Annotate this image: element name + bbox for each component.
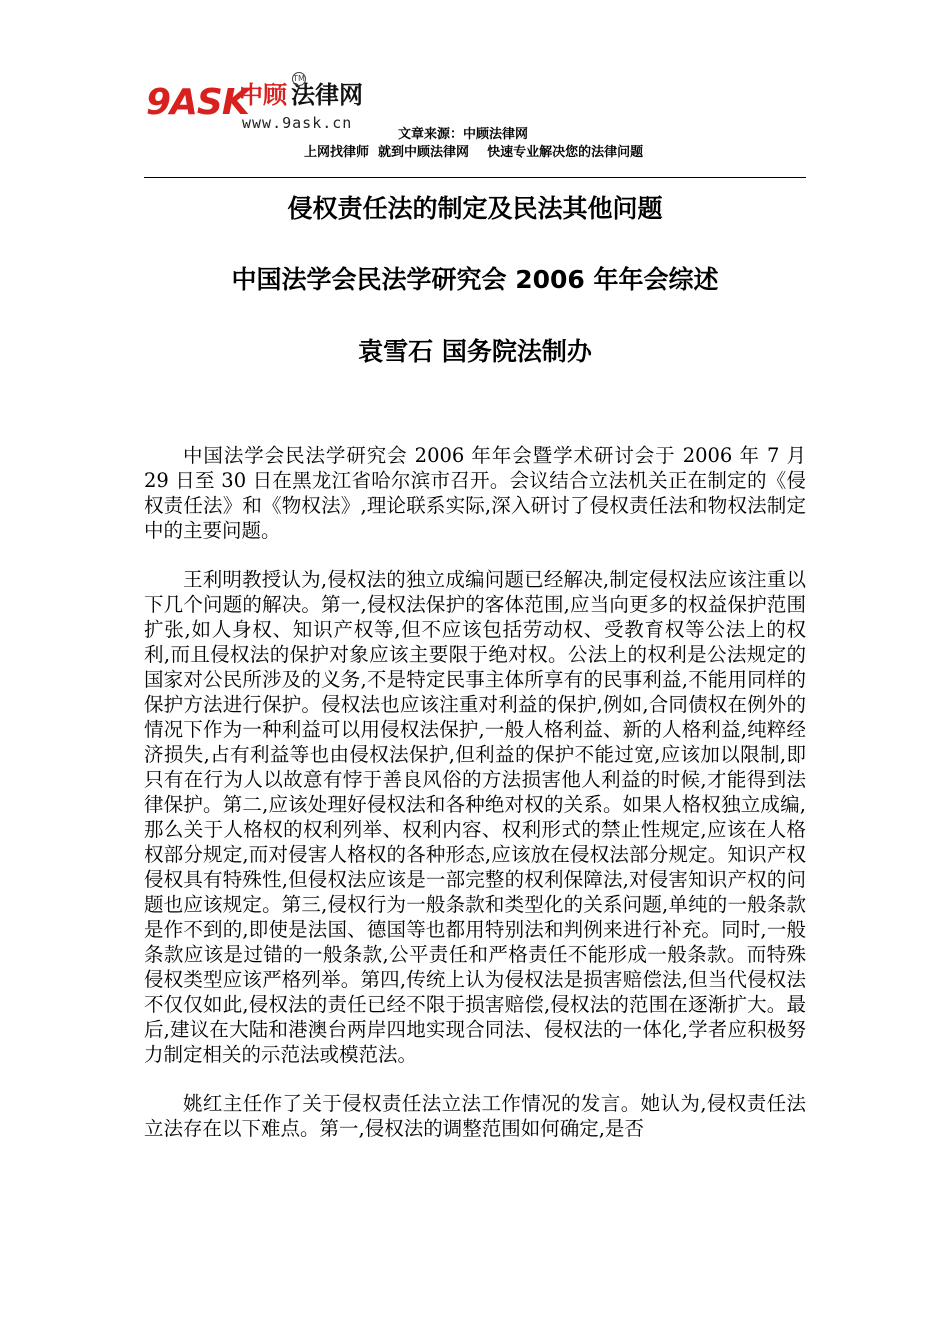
header-divider [144, 177, 806, 178]
paragraph: 王利明教授认为,侵权法的独立成编问题已经解决,制定侵权法应该注重以下几个问题的解决。第一,侵权法保护的客体范围,应当向更多的权益保护范围扩张,如人身权、知识产权等,但不应该包括劳动权、受教育权等公法上的权利,而且侵权法的保护对象应该主要限于绝对权。公法上的权利是公法规定的国家对公民所涉及的义务,不是特定民事主体所享有的民事利益,不能用同样的保护方法进行保护。侵权法也应该注重对利益的保护,例如,合同债权在例外的情况下作为一种利益可以用侵权法保护,一般人格利益、新的人格利益,纯粹经济损失,占有利益等也由侵权法保护,但利益的保护不能过宽,应该加以限制,即只有在行为人以故意有悖于善良风俗的方法损害他人利益的时候,才能得到法律保护。第二,应该处理好侵权法和各种绝对权的关系。如果人格权独立成编,那么关于人格权的权利列举、权利内容、权利形式的禁止性规定,应该在人格权部分规定,而对侵害人格权的各种形态,应该放在侵权法部分规定。知识产权侵权具有特殊性,但侵权法应该是一部完整的权利保障法,对侵害知识产权的问题也应该规定。第三,侵权行为一般条款和类型化的关系问题,单纯的一般条款是作不到的,即使是法国、德国等也都用特别法和判例来进行补充。同时,一般条款应该是过错的一般条款,公平责任和严格责任不能形成一般条款。而特殊侵权类型应该严格列举。第四,传统上认为侵权法是损害赔偿法,但当代侵权法不仅仅如此,侵权法的责任已经不限于损害赔偿,侵权法的范围在逐渐扩大。最后,建议在大陆和港澳台两岸四地实现合同法、侵权法的一体化,学者应积极努力制定相关的示范法或模范法。 [144, 568, 806, 1066]
trademark-icon: TM [292, 72, 306, 86]
logo-site-name: 中顾 法律网 [239, 81, 363, 109]
paragraph: 姚红主任作了关于侵权责任法立法工作情况的发言。她认为,侵权责任法立法存在以下难点。第一,侵权法的调整范围如何确定,是否 [144, 1092, 806, 1140]
logo-mark: 9ASK [146, 82, 249, 123]
document-subtitle: 中国法学会民法学研究会 2006 年年会综述 [231, 265, 719, 294]
header-tagline: 上网找律师 就到中顾法律网 快速专业解决您的法律问题 [304, 145, 644, 160]
paragraph: 中国法学会民法学研究会 2006 年年会暨学术研讨会于 2006 年 7 月 29 日至 30 日在黑龙江省哈尔滨市召开。会议结合立法机关正在制定的《侵权责任法》和《物权法》,理论联系实际,深入研讨了侵权责任法和物权法制定中的主要问题。 [144, 444, 806, 542]
site-header [144, 70, 806, 178]
document-body [144, 443, 806, 1165]
logo-url: www.9ask.cn [242, 114, 353, 132]
site-logo[interactable] [144, 70, 404, 140]
document-title: 侵权责任法的制定及民法其他问题 [287, 194, 663, 223]
article-source: 文章来源：中顾法律网 [398, 127, 529, 142]
document-author: 袁雪石 国务院法制办 [358, 337, 592, 366]
